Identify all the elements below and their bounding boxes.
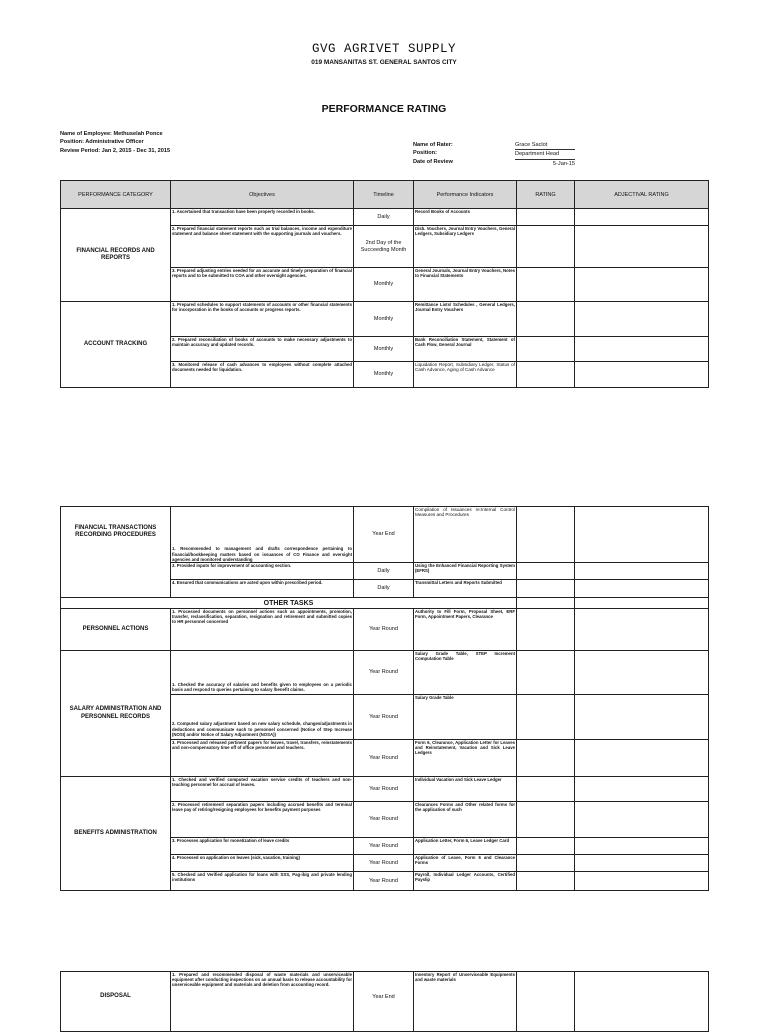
objective-cell: 4. Processed on application on leaves (sick, vacation, training) xyxy=(171,855,354,872)
rating-cell[interactable] xyxy=(517,872,575,891)
review-date: 5-Jan-15 xyxy=(552,160,575,167)
category-cell: PERSONNEL ACTIONS xyxy=(61,609,171,651)
adjectival-rating-cell[interactable] xyxy=(575,209,709,226)
employee-name: Name of Employee: Methuselah Ponce xyxy=(60,131,163,137)
rating-cell[interactable] xyxy=(517,855,575,872)
indicator-cell: Individual Vacation and Sick Leave Ledger xyxy=(414,777,517,802)
objective-cell: 3. Processed and released pertinent papers for leaves, travel, transfers, reinstatements and non-compensatory time off of office personnel and teachers. xyxy=(171,740,354,777)
timeline-cell: Monthly xyxy=(354,268,414,302)
rater-values xyxy=(515,141,575,168)
indicator-cell: Payroll, Individual Ledger Accounts, Certified Payslip xyxy=(414,872,517,891)
adjectival-rating-cell[interactable] xyxy=(575,838,709,855)
indicator-cell: Record Books of Accounts xyxy=(414,209,517,226)
adjectival-rating-cell[interactable] xyxy=(575,337,709,362)
rating-cell[interactable] xyxy=(517,598,575,609)
category-cell: ACCOUNT TRACKING xyxy=(61,302,171,388)
rating-cell[interactable] xyxy=(517,972,575,1032)
indicator-cell: Disb. Vouchers, Journal Entry Vouchers, General Ledgers, Subsidiary Ledgers xyxy=(414,226,517,268)
table-header-row xyxy=(61,181,709,209)
table-row xyxy=(61,777,709,802)
adjectival-rating-cell[interactable] xyxy=(575,777,709,802)
adjectival-rating-cell[interactable] xyxy=(575,302,709,337)
indicator-cell: Application Letter, Form 6, Leave Ledger Card xyxy=(414,838,517,855)
rating-cell[interactable] xyxy=(517,268,575,302)
table-row xyxy=(61,302,709,337)
indicator-cell: Bank Reconciliation Statement, Statement of Cash Flow, General Journal xyxy=(414,337,517,362)
objective-cell: 1. Prepared and recommended disposal of waste materials and unserviceable equipment after conducting inspections on an annual basis to release accountability for unserviceable equipment and materials and deletion from accounting record. xyxy=(171,972,354,1032)
rating-cell[interactable] xyxy=(517,226,575,268)
timeline-cell: Year End xyxy=(354,507,414,563)
category-cell: DISPOSAL xyxy=(61,972,171,1032)
rating-cell[interactable] xyxy=(517,362,575,388)
objective-cell: 4. Ensured that communications are acted upon within prescribed period. xyxy=(171,580,354,598)
table-row xyxy=(61,972,709,1032)
other-tasks-row xyxy=(61,598,709,609)
col-header-indicators: Performance Indicators xyxy=(414,181,517,209)
timeline-cell: Monthly xyxy=(354,337,414,362)
adjectival-rating-cell[interactable] xyxy=(575,580,709,598)
rating-cell[interactable] xyxy=(517,507,575,563)
indicator-cell: Using the Enhanced Financial Reporting System (EFRS) xyxy=(414,563,517,580)
objective-cell: 2. Computed salary adjustment based on new salary schedule, changes/adjustments in deductions and communicate such to personnel concerned (Notice of Step Increase (NOSI) and/or Notice of Salary Adjustment (NOSA)) xyxy=(171,695,354,740)
employee-info xyxy=(60,130,170,155)
adjectival-rating-cell[interactable] xyxy=(575,609,709,651)
timeline-cell: Year Round xyxy=(354,838,414,855)
table-row xyxy=(61,651,709,695)
col-header-timeline: Timeline xyxy=(354,181,414,209)
timeline-cell: Year Round xyxy=(354,740,414,777)
timeline-cell: Year Round xyxy=(354,695,414,740)
rating-cell[interactable] xyxy=(517,563,575,580)
objective-cell: 1. Prepared schedules to support statements of accounts or other financial statements for incorporation in the books of accounts or progress reports. xyxy=(171,302,354,337)
indicator-cell: Inventory Report of Unserviceable Equipments and waste materials xyxy=(414,972,517,1032)
category-cell: SALARY ADMINISTRATION AND PERSONNEL RECORDS xyxy=(61,651,171,777)
objective-cell: 2. Processed retirement/ separation papers including accrued benefits and terminal leave pay of retiring/resigning employees for benefits payment purposes xyxy=(171,802,354,838)
indicator-cell: Application of Leave, Form 6 and Clearance Forms xyxy=(414,855,517,872)
category-cell: FINANCIAL RECORDS AND REPORTS xyxy=(61,209,171,302)
table-row xyxy=(61,507,709,563)
timeline-cell: Year Round xyxy=(354,651,414,695)
timeline-cell: Year Round xyxy=(354,777,414,802)
rating-cell[interactable] xyxy=(517,609,575,651)
rating-cell[interactable] xyxy=(517,580,575,598)
timeline-cell: Year Round xyxy=(354,855,414,872)
rating-cell[interactable] xyxy=(517,777,575,802)
col-header-rating: RATING xyxy=(517,181,575,209)
adjectival-rating-cell[interactable] xyxy=(575,855,709,872)
indicator-cell: Clearances Forms and Other related forms for the application of such xyxy=(414,802,517,838)
objective-cell: 3. Provided inputs for improvement of accounting section. xyxy=(171,563,354,580)
adjectival-rating-cell[interactable] xyxy=(575,268,709,302)
objective-cell: 1. Checked and verified computed vacation service credits of teachers and non-teaching personnel for accrual of leaves. xyxy=(171,777,354,802)
adjectival-rating-cell[interactable] xyxy=(575,563,709,580)
rating-table-3 xyxy=(60,971,709,1032)
category-cell: FINANCIAL TRANSACTIONS RECORDING PROCEDURES xyxy=(61,507,171,598)
rating-cell[interactable] xyxy=(517,302,575,337)
objective-cell: 3. Processes application for monetization of leave credits xyxy=(171,838,354,855)
adjectival-rating-cell[interactable] xyxy=(575,598,709,609)
indicator-cell: Compilation of Issuances re:Internal Control Measures and Procedures xyxy=(414,507,517,563)
document-title: PERFORMANCE RATING xyxy=(321,103,447,115)
adjectival-rating-cell[interactable] xyxy=(575,226,709,268)
objective-cell: 2. Prepared financial statement reports such as trial balances, income and expenditure statement and balance sheet statement with the supporting journals and vouchers. xyxy=(171,226,354,268)
adjectival-rating-cell[interactable] xyxy=(575,972,709,1032)
other-tasks-label: OTHER TASKS xyxy=(61,598,517,609)
rating-cell[interactable] xyxy=(517,695,575,740)
category-cell: BENEFITS ADMINISTRATION xyxy=(61,777,171,891)
rating-cell[interactable] xyxy=(517,209,575,226)
rater-position: Department Head xyxy=(515,150,575,159)
objective-cell: 3. Prepared adjusting entries needed for an accurate and timely preparation of financial reports and to be submitted to COA and other oversight agencies. xyxy=(171,268,354,302)
adjectival-rating-cell[interactable] xyxy=(575,740,709,777)
col-header-category: PERFORMANCE CATEGORY xyxy=(61,181,171,209)
rating-cell[interactable] xyxy=(517,651,575,695)
timeline-cell: Daily xyxy=(354,209,414,226)
objective-cell: 1. Ascertained that transaction have been properly recorded in books. xyxy=(171,209,354,226)
rating-table-2 xyxy=(60,506,709,891)
indicator-cell: Remittance Lists/ Schedules , General Ledgers, Journal Entry Vouchers xyxy=(414,302,517,337)
rating-cell[interactable] xyxy=(517,740,575,777)
table-row xyxy=(61,609,709,651)
indicator-cell: Form 6, Clearance, Application Letter for Leaves and Reinstatement, Vacation and Sick Leave Ledgers xyxy=(414,740,517,777)
indicator-cell: Salary Grade Table xyxy=(414,695,517,740)
review-period: Review Period: Jan 2, 2015 - Dec 31, 2015 xyxy=(60,147,171,154)
col-header-adjectival-rating: ADJECTIVAL RATING xyxy=(575,181,709,209)
rater-name-label: Name of Rater: xyxy=(413,142,453,148)
timeline-cell: 2nd Day of the Succeeding Month xyxy=(354,226,414,268)
objective-cell: 3. Monitored release of cash advances to employees without complete attached documents needed for liquidation. xyxy=(171,362,354,388)
timeline-cell: Year Round xyxy=(354,872,414,891)
indicator-cell: Transmittal Letters and Reports Submitted xyxy=(414,580,517,598)
rater-name: Grace Saclot xyxy=(515,141,575,150)
timeline-cell: Daily xyxy=(354,580,414,598)
timeline-cell: Daily xyxy=(354,563,414,580)
company-address: 019 MANSANITAS ST. GENERAL SANTOS CITY xyxy=(311,59,457,66)
rating-table-1 xyxy=(60,180,709,388)
adjectival-rating-cell[interactable] xyxy=(575,802,709,838)
objective-cell: 2. Prepared reconciliation of books of accounts to make necessary adjustments to maintain accuracy and updated records. xyxy=(171,337,354,362)
indicator-cell: Authority to Fill Form, Proposal Sheet, ERF Form, Appointment Papers, Clearance xyxy=(414,609,517,651)
objective-cell: 1. Checked the accuracy of salaries and benefits given to employees on a periodic basis and respond to queries pertaining to salary /benefit claims. xyxy=(171,651,354,695)
rating-cell[interactable] xyxy=(517,802,575,838)
objective-cell: 1. Processed documents on personnel actions such as appointments, promotion, transfer, reclassification, separation, resignation and retirement and submitted copies to HR personnel concerned xyxy=(171,609,354,651)
adjectival-rating-cell[interactable] xyxy=(575,507,709,563)
company-name: GVG AGRIVET SUPPLY xyxy=(311,42,457,56)
rating-cell[interactable] xyxy=(517,337,575,362)
rater-position-label: Position: xyxy=(413,150,437,157)
objective-cell: 1. Recommended to management and drafts correspondence pertaining to financial/bookkeeping matters based on issuances of CO Finance and oversight agencies and monitored understanding xyxy=(171,507,354,563)
timeline-cell: Year Round xyxy=(354,609,414,651)
employee-position: Position: Administrative Officer xyxy=(60,139,144,146)
objective-cell: 5. Checked and Verified application for loans with SSS, Pag-ibig and private lending institutions xyxy=(171,872,354,891)
indicator-cell: Salary Grade Table, STEP Increment Computation Table xyxy=(414,651,517,695)
rater-labels xyxy=(413,141,453,166)
col-header-objectives: Objectives xyxy=(171,181,354,209)
adjectival-rating-cell[interactable] xyxy=(575,872,709,891)
timeline-cell: Year Round xyxy=(354,802,414,838)
indicator-cell: General Journals, Journal Entry Vouchers, Notes to Financial Statements xyxy=(414,268,517,302)
adjectival-rating-cell[interactable] xyxy=(575,695,709,740)
rating-cell[interactable] xyxy=(517,838,575,855)
table-row xyxy=(61,209,709,226)
adjectival-rating-cell[interactable] xyxy=(575,651,709,695)
adjectival-rating-cell[interactable] xyxy=(575,362,709,388)
indicator-cell: Liquidation Report, Subsidiary Ledger, Status of Cash Advance, Aging of Cash Advance xyxy=(414,362,517,388)
timeline-cell: Year End xyxy=(354,972,414,1032)
timeline-cell: Monthly xyxy=(354,302,414,337)
review-date-label: Date of Review xyxy=(413,158,453,165)
timeline-cell: Monthly xyxy=(354,362,414,388)
